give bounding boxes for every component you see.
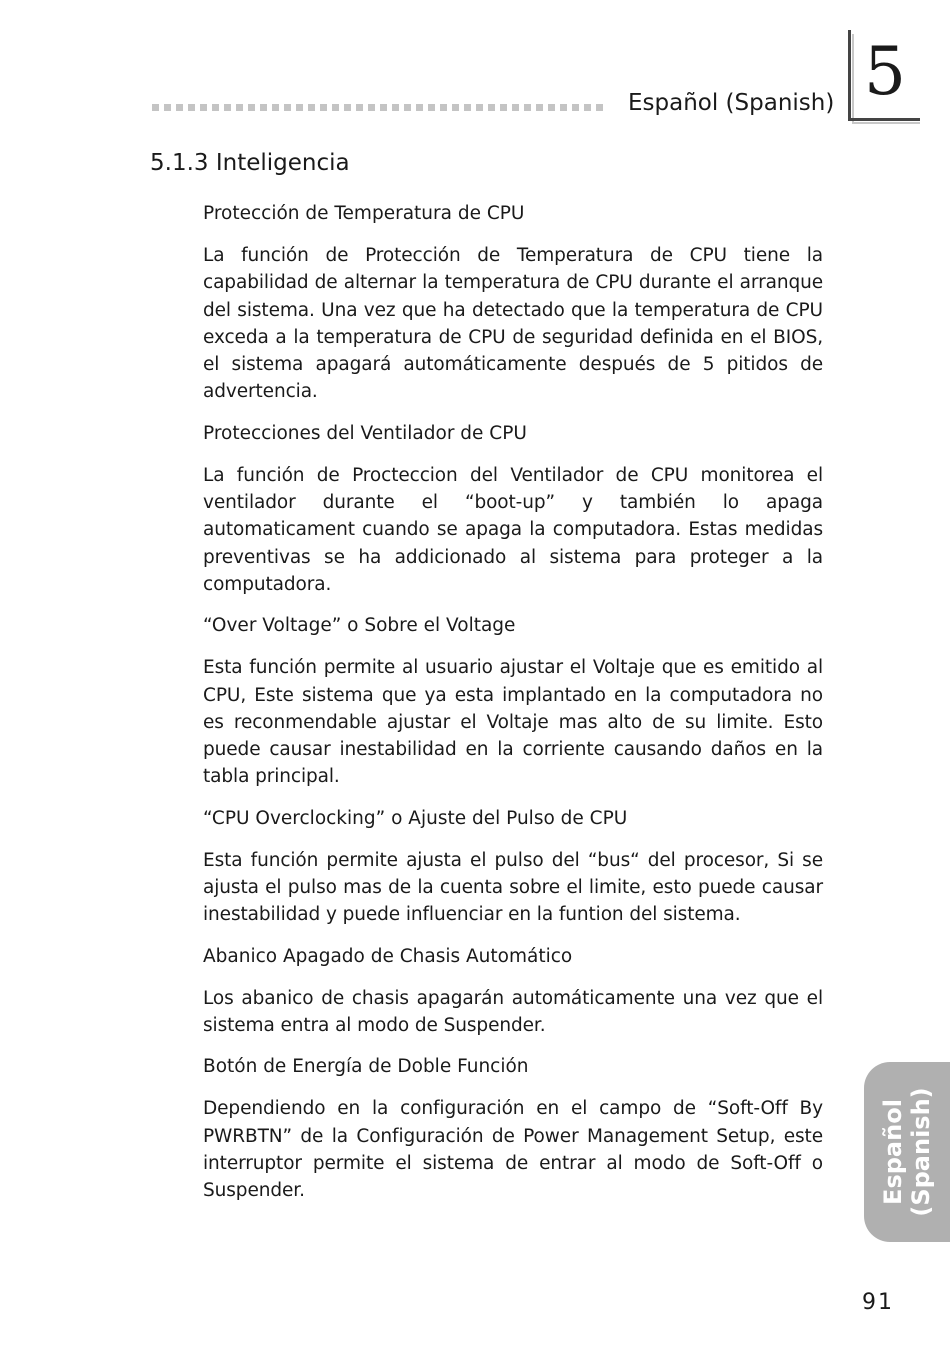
subsection-heading: “CPU Overclocking” o Ajuste del Pulso de CPU (203, 807, 628, 829)
side-tab-line2: (Spanish) (907, 1087, 935, 1217)
subsection-heading: Protecciones del Ventilador de CPU (203, 422, 527, 444)
page-number: 91 (862, 1290, 894, 1315)
section-title: 5.1.3 Inteligencia (150, 150, 350, 176)
subsection-body: La función de Protección de Temperatura de CPU tiene la capabilidad de alternar la temperatura de CPU durante el arranque del sistema. Una vez que ha detectado que la temperatura de CPU exceda a la temperatura de CPU de seguridad definida en el BIOS, el sistema apagará automáticamente después de 5 pitidos de advertencia. (203, 245, 823, 403)
subsection-body: Esta función permite ajusta el pulso del “bus“ del procesor, Si se ajusta el pulso mas de la cuenta sobre el limite, esto puede causar inestabilidad y puede influenciar en la funtion del sistema. (203, 849, 823, 926)
subsection-heading: Abanico Apagado de Chasis Automático (203, 945, 573, 967)
subsection-body: Dependiendo en la configuración en el campo de “Soft-Off By PWRBTN” de la Configuración de Power Management Setup, este interruptor permite el sistema de entrar al modo de Soft-Off o Suspender. (203, 1098, 823, 1202)
language-side-tab (864, 1062, 950, 1242)
subsection-heading: “Over Voltage” o Sobre el Voltage (203, 615, 516, 637)
chapter-number: 5 (864, 33, 906, 110)
content-body (203, 200, 823, 1218)
subsection-body: Los abanico de chasis apagarán automáticamente una vez que el sistema entra al modo de Suspender. (203, 987, 823, 1036)
side-tab-line1: Español (879, 1099, 907, 1205)
subsection-body: La función de Procteccion del Ventilador de CPU monitorea el ventilador durante el “boot-up” y también lo apaga automaticament cuando se apaga la computadora. Estas medidas preventivas se ha addicionado al sistema para proteger a la computadora. (203, 464, 823, 595)
header-dot-rule (152, 104, 612, 114)
chapter-marker (842, 30, 920, 124)
subsection-heading: Botón de Energía de Doble Función (203, 1056, 529, 1078)
subsection-body: Esta función permite al usuario ajustar el Voltaje que es emitido al CPU, Este sistema que ya esta implantado en la computadora no es reconmendable ajustar el Voltaje mas alto de su limite. Esto puede causar inestabilidad en la corriente causando daños en la tabla principal. (203, 657, 823, 788)
header-language: Español (Spanish) (628, 90, 835, 116)
subsection-heading: Protección de Temperatura de CPU (203, 203, 525, 224)
